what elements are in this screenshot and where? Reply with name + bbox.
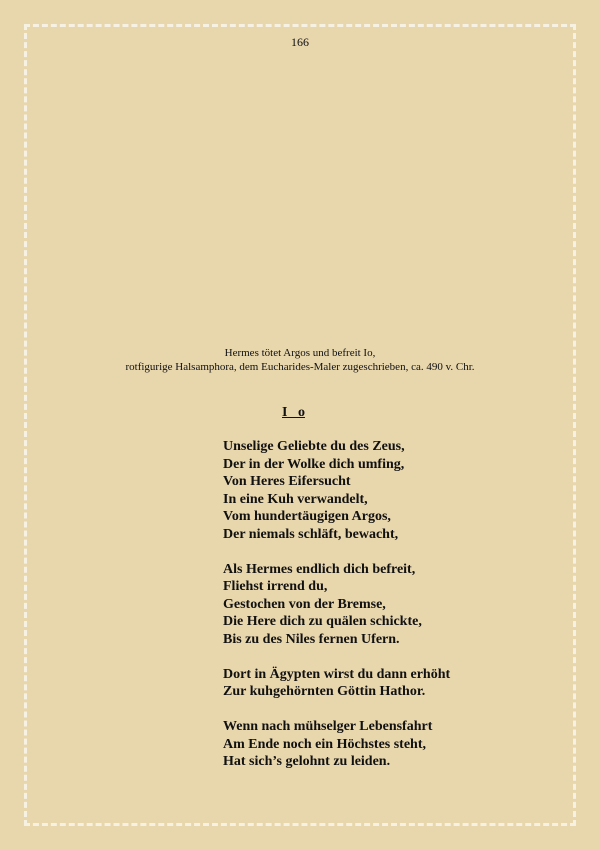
- caption-line: Hermes tötet Argos und befreit Io,: [224, 347, 376, 359]
- poem-line: Vom hundertäugigen Argos,: [223, 509, 391, 524]
- poem-line: Am Ende noch ein Höchstes steht,: [223, 736, 427, 752]
- poem-line: Dort in Ägypten wirst du dann erhöht: [223, 666, 451, 682]
- stanza: [223, 438, 450, 543]
- stanza: [223, 718, 450, 771]
- poem-line: Die Here dich zu quälen schickte,: [223, 614, 422, 629]
- poem-line: Wenn nach mühselger Lebensfahrt: [223, 719, 433, 734]
- poem-line: Von Heres Eifersucht: [223, 474, 351, 489]
- stanza: [223, 561, 450, 649]
- poem-body: [223, 438, 450, 788]
- caption-line: rotfigurige Halsamphora, dem Eucharides-Maler zugeschrieben, ca. 490 v. Chr.: [125, 361, 475, 373]
- image-caption: [0, 346, 600, 374]
- poem-line: In eine Kuh verwandelt,: [223, 491, 368, 507]
- page-number: 166: [291, 35, 309, 49]
- poem-line: Als Hermes endlich dich befreit,: [223, 561, 416, 577]
- poem-title: I o: [282, 405, 305, 420]
- poem-line: Zur kuhgehörnten Göttin Hathor.: [223, 684, 426, 699]
- poem-line: Bis zu des Niles fernen Ufern.: [223, 631, 400, 647]
- poem-line: Fliehst irrend du,: [223, 579, 328, 594]
- poem-line: Hat sich’s gelohnt zu leiden.: [223, 754, 391, 769]
- poem-line: Der in der Wolke dich umfing,: [223, 456, 405, 472]
- poem-line: Gestochen von der Bremse,: [223, 596, 386, 612]
- stanza: [223, 666, 450, 701]
- poem-line: Unselige Geliebte du des Zeus,: [223, 439, 405, 454]
- poem-line: Der niemals schläft, bewacht,: [223, 526, 399, 542]
